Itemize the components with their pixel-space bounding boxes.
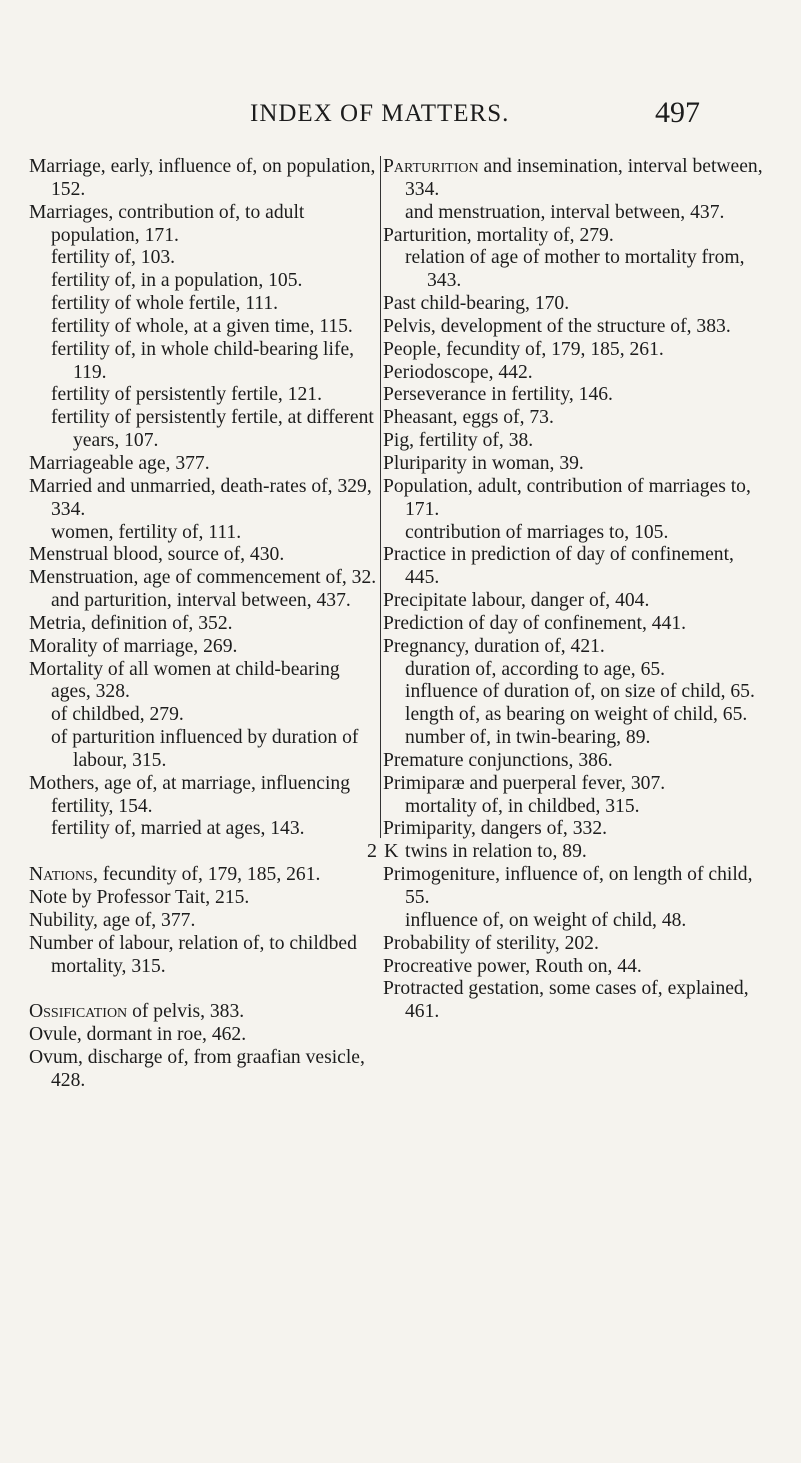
entry-text: Ovule, dormant in roe, 462.	[29, 1024, 247, 1046]
index-entry	[383, 636, 763, 659]
entry-text: Precipitate labour, danger of, 404.	[383, 590, 650, 612]
entry-text: Married and unmarried, death-rates of, 329, 334.	[29, 475, 372, 520]
index-subentry	[29, 270, 377, 293]
entry-text: Population, adult, contribution of marriages to, 171.	[383, 475, 751, 520]
entry-text: Primiparity, dangers of, 332.	[383, 818, 608, 840]
entry-text: Marriage, early, influence of, on population, 152.	[29, 156, 376, 200]
section-initial-word: Nations	[29, 864, 93, 886]
index-subentry	[383, 522, 763, 545]
entry-text: length of, as bearing on weight of child, 65.	[405, 704, 748, 726]
index-entry	[29, 476, 377, 522]
index-entry	[383, 773, 763, 796]
entry-text: Ovum, discharge of, from graafian vesicle, 428.	[29, 1046, 365, 1091]
index-entry	[383, 864, 763, 910]
index-entry	[29, 1047, 377, 1093]
index-entry	[29, 773, 377, 819]
index-subentry	[29, 407, 377, 453]
entry-text: Prediction of day of confinement, 441.	[383, 612, 687, 634]
entry-text: of childbed, 279.	[51, 704, 184, 726]
entry-text: Periodoscope, 442.	[383, 361, 533, 383]
index-entry	[383, 362, 763, 385]
entry-text: fertility of, 103.	[51, 247, 176, 269]
index-column-right	[383, 156, 763, 1024]
index-entry	[29, 567, 377, 590]
section-gap	[29, 978, 377, 1001]
running-title: INDEX OF MATTERS.	[250, 100, 510, 127]
index-entry	[383, 544, 763, 590]
index-entry	[383, 225, 763, 248]
index-subentry	[383, 202, 763, 225]
page-number: 497	[655, 96, 700, 129]
entry-text: of parturition influenced by duration of labour, 315.	[51, 727, 359, 771]
entry-text: relation of age of mother to mortality from, 343.	[405, 247, 745, 292]
index-subentry	[383, 681, 763, 704]
index-entry	[383, 590, 763, 613]
index-entry	[383, 316, 763, 339]
index-subentry	[29, 522, 377, 545]
index-subentry	[383, 704, 763, 727]
entry-text: Premature conjunctions, 386.	[383, 749, 613, 771]
index-entry	[29, 156, 377, 202]
index-entry	[29, 1024, 377, 1047]
entry-text: fertility of whole, at a given time, 115.	[51, 315, 353, 337]
entry-text: contribution of marriages to, 105.	[405, 521, 669, 543]
entry-text: Marriages, contribution of, to adult population, 171.	[29, 201, 305, 246]
entry-text: Primiparæ and puerperal fever, 307.	[383, 772, 666, 794]
entry-text: and menstruation, interval between, 437.	[405, 201, 725, 223]
entry-text: duration of, according to age, 65.	[405, 658, 666, 680]
index-entry	[29, 453, 377, 476]
entry-text: and parturition, interval between, 437.	[51, 590, 351, 612]
index-entry	[383, 818, 763, 841]
entry-text: Primogeniture, influence of, on length of child, 55.	[383, 864, 753, 908]
index-entry	[383, 933, 763, 956]
entry-text: fertility of, in a population, 105.	[51, 270, 303, 292]
entry-text: fertility of persistently fertile, at different years, 107.	[51, 407, 374, 452]
index-subentry	[383, 727, 763, 750]
section-gap	[29, 841, 377, 864]
index-subentry	[29, 590, 377, 613]
index-subentry	[29, 818, 377, 841]
entry-text: Pheasant, eggs of, 73.	[383, 407, 554, 429]
entry-text: Menstrual blood, source of, 430.	[29, 544, 285, 566]
entry-text: Past child-bearing, 170.	[383, 293, 570, 315]
index-column-left	[29, 156, 377, 1093]
index-entry	[383, 339, 763, 362]
index-entry	[29, 659, 377, 705]
index-entry	[383, 476, 763, 522]
entry-text: Nubility, age of, 377.	[29, 909, 196, 931]
index-entry	[383, 384, 763, 407]
index-entry	[29, 933, 377, 979]
index-subentry	[29, 384, 377, 407]
index-entry	[383, 430, 763, 453]
entry-text: Pig, fertility of, 38.	[383, 430, 534, 452]
index-entry	[383, 750, 763, 773]
index-subentry	[29, 247, 377, 270]
section-initial-word: Ossification	[29, 1001, 128, 1023]
entry-text: Note by Professor Tait, 215.	[29, 887, 250, 908]
entry-text: Number of labour, relation of, to childbed mortality, 315.	[29, 932, 357, 977]
index-entry	[29, 636, 377, 659]
entry-text: Probability of sterility, 202.	[383, 932, 599, 954]
entry-text: mortality of, in childbed, 315.	[405, 795, 640, 817]
entry-text: , fecundity of, 179, 185, 261.	[92, 864, 321, 886]
index-entry	[29, 544, 377, 567]
index-entry	[383, 613, 763, 636]
index-subentry	[383, 659, 763, 682]
entry-text: People, fecundity of, 179, 185, 261.	[383, 338, 664, 360]
entry-text: Metria, definition of, 352.	[29, 612, 233, 634]
index-subentry	[383, 841, 763, 864]
index-entry	[383, 293, 763, 316]
entry-text: Procreative power, Routh on, 44.	[383, 955, 642, 977]
index-entry	[383, 407, 763, 430]
entry-text: Protracted gestation, some cases of, explained, 461.	[383, 978, 749, 1023]
index-entry	[383, 978, 763, 1024]
entry-text: influence of, on weight of child, 48.	[405, 909, 687, 931]
entry-text: Morality of marriage, 269.	[29, 635, 238, 657]
signature-mark: 2 K	[367, 840, 400, 862]
index-entry	[29, 202, 377, 248]
entry-text: Parturition, mortality of, 279.	[383, 224, 614, 246]
entry-text: Mothers, age of, at marriage, influencing fertility, 154.	[29, 772, 351, 817]
entry-text: Perseverance in fertility, 146.	[383, 384, 613, 406]
index-subentry	[383, 796, 763, 819]
index-entry	[383, 156, 763, 202]
index-subentry	[29, 339, 377, 385]
entry-text: fertility of persistently fertile, 121.	[51, 384, 322, 406]
entry-text: and insemination, interval between, 334.	[405, 156, 763, 200]
entry-text: fertility of, married at ages, 143.	[51, 818, 305, 840]
entry-text: Pregnancy, duration of, 421.	[383, 635, 605, 657]
section-initial-word: Parturition	[383, 156, 479, 177]
index-subentry	[29, 316, 377, 339]
index-subentry	[29, 293, 377, 316]
entry-text: fertility of whole fertile, 111.	[51, 293, 279, 315]
entry-text: Marriageable age, 377.	[29, 452, 210, 474]
index-subentry	[29, 727, 377, 773]
entry-text: Mortality of all women at child-bearing ages, 328.	[29, 658, 340, 703]
index-entry	[383, 453, 763, 476]
entry-text: of pelvis, 383.	[127, 1001, 245, 1023]
entry-text: number of, in twin-bearing, 89.	[405, 727, 651, 749]
entry-text: Menstruation, age of commencement of, 32.	[29, 567, 377, 589]
entry-text: Practice in prediction of day of confinement, 445.	[383, 544, 734, 589]
index-subentry	[383, 910, 763, 933]
entry-text: Pelvis, development of the structure of, 383.	[383, 315, 731, 337]
index-entry	[29, 887, 377, 910]
index-entry	[383, 956, 763, 979]
index-entry	[29, 613, 377, 636]
column-divider	[380, 156, 381, 838]
entry-text: influence of duration of, on size of child, 65.	[405, 681, 755, 703]
entry-text: fertility of, in whole child-bearing life, 119.	[51, 338, 355, 383]
page-header	[0, 96, 801, 140]
index-entry	[29, 864, 377, 887]
index-entry	[29, 1001, 377, 1024]
entry-text: Pluriparity in woman, 39.	[383, 452, 584, 474]
entry-text: twins in relation to, 89.	[405, 841, 587, 863]
entry-text: women, fertility of, 111.	[51, 521, 242, 543]
index-subentry	[29, 704, 377, 727]
index-subentry	[383, 247, 763, 293]
index-entry	[29, 910, 377, 933]
